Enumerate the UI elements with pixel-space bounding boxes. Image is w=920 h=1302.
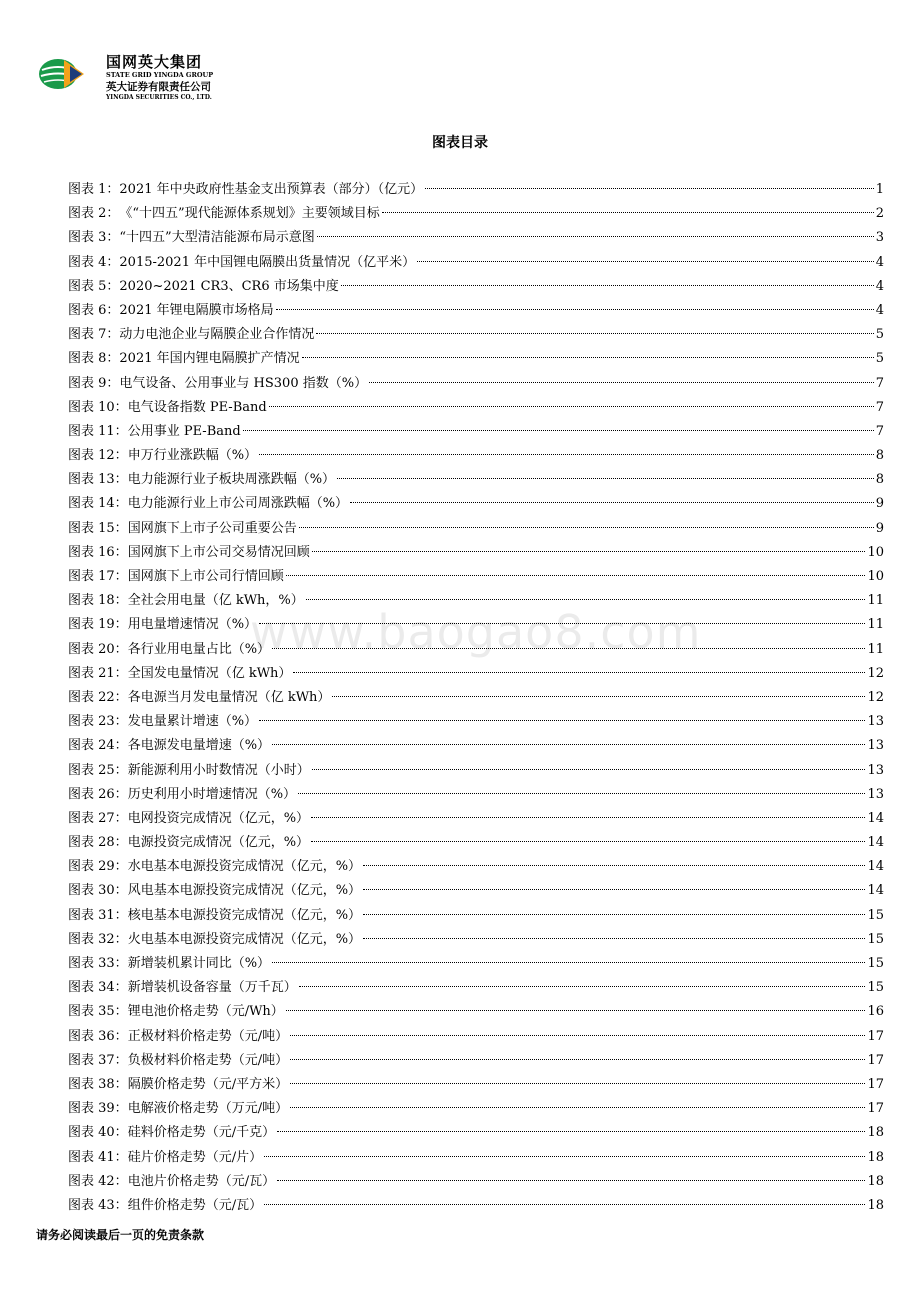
toc-entry-page: 13 (867, 738, 884, 754)
toc-entry-page: 15 (867, 980, 884, 996)
toc-entry-page: 7 (875, 375, 884, 391)
toc-entry-title: 隔膜价格走势（元/平方米） (127, 1076, 289, 1092)
toc-entry-page: 3 (875, 230, 884, 246)
toc-entry-page: 8 (875, 448, 884, 464)
toc-entry-title: 锂电池价格走势（元/Wh） (127, 1004, 284, 1020)
toc-entry-label: 图表 17： (68, 569, 128, 584)
toc-leader-dots (369, 381, 874, 383)
toc-leader-dots (302, 356, 874, 358)
toc-entry-page: 1 (875, 182, 884, 197)
toc-entry-title: 2021 年国内锂电隔膜扩产情况 (119, 351, 300, 367)
toc-entry-title: 2021 年锂电隔膜市场格局 (119, 302, 274, 318)
toc-entry-page: 10 (867, 544, 884, 560)
toc-entry-title: 2015-2021 年中国锂电隔膜出货量情况（亿平米） (119, 254, 416, 270)
toc-entry-title: 2020~2021 CR3、CR6 市场集中度 (119, 278, 339, 294)
toc-entry[interactable] (68, 444, 884, 468)
page-title: 图表目录 (432, 135, 488, 151)
toc-entry-title: 核电基本电源投资完成情况（亿元，%） (127, 907, 362, 923)
toc-leader-dots (350, 501, 874, 503)
toc-entry-label: 图表 35： (68, 1004, 128, 1020)
toc-entry[interactable] (68, 1121, 884, 1145)
toc-entry-label: 图表 23： (68, 714, 128, 730)
toc-entry-page: 15 (867, 956, 884, 971)
watermark: www.baogao8.com (250, 605, 702, 659)
toc-entry-label: 图表 42： (68, 1173, 128, 1189)
toc-entry[interactable] (68, 879, 884, 903)
toc-entry[interactable] (68, 226, 884, 250)
toc-entry[interactable] (68, 468, 884, 492)
toc-leader-dots (382, 211, 874, 213)
toc-leader-dots (293, 671, 865, 673)
toc-entry-label: 图表 39： (68, 1101, 128, 1117)
toc-entry-title: 申万行业涨跌幅（%） (127, 448, 258, 464)
toc-entry-page: 18 (867, 1197, 884, 1213)
toc-entry-page: 11 (867, 593, 884, 609)
toc-entry[interactable] (68, 1170, 884, 1194)
toc-entry[interactable] (68, 1097, 884, 1121)
toc-entry[interactable] (68, 517, 884, 541)
toc-entry-page: 11 (867, 617, 884, 633)
toc-leader-dots (290, 1106, 865, 1108)
toc-entry-title: 负极材料价格走势（元/吨） (127, 1052, 289, 1068)
toc-entry-page: 8 (875, 472, 884, 488)
toc-leader-dots (311, 816, 865, 818)
toc-entry-label: 图表 25： (68, 762, 128, 778)
toc-entry-label: 图表 13： (68, 472, 128, 488)
toc-leader-dots (317, 235, 874, 237)
toc-entry-label: 图表 22： (68, 689, 128, 705)
toc-entry-label: 图表 19： (68, 617, 128, 633)
toc-entry-title: 国网旗下上市公司行情回顾 (127, 569, 284, 584)
toc-entry-label: 图表 9： (68, 375, 120, 391)
toc-entry-page: 12 (867, 689, 884, 705)
toc-entry-label: 图表 43： (68, 1197, 128, 1213)
toc-leader-dots (272, 743, 865, 745)
toc-leader-dots (290, 1058, 865, 1060)
toc-entry-title: 新增装机设备容量（万千瓦） (127, 980, 297, 996)
toc-leader-dots (286, 574, 866, 576)
toc-entry-title: 火电基本电源投资完成情况（亿元，%） (127, 931, 362, 947)
toc-entry-title: 各电源发电量增速（%） (127, 738, 271, 754)
toc-entry-page: 14 (867, 883, 884, 899)
toc-entry-page: 18 (867, 1149, 884, 1165)
toc-entry[interactable] (68, 541, 884, 565)
toc-entry[interactable] (68, 855, 884, 879)
toc-entry-label: 图表 2： (68, 206, 120, 222)
toc-entry-title: 电气设备、公用事业与 HS300 指数（%） (119, 375, 368, 391)
toc-entry-title: 历史利用小时增速情况（%） (127, 786, 297, 802)
toc-entry-page: 18 (867, 1173, 884, 1189)
toc-leader-dots (316, 332, 873, 334)
toc-entry[interactable] (68, 299, 884, 323)
toc-leader-dots (306, 598, 866, 600)
toc-entry-page: 14 (867, 859, 884, 875)
toc-entry-page: 18 (867, 1125, 884, 1141)
toc-entry-label: 图表 26： (68, 786, 128, 802)
toc-entry-label: 图表 11： (68, 423, 128, 439)
toc-entry-page: 17 (867, 1052, 884, 1068)
toc-leader-dots (299, 985, 866, 987)
toc-entry-title: 各电源当月发电量情况（亿 kWh） (127, 689, 331, 705)
toc-entry-page: 14 (867, 835, 884, 851)
toc-entry-title: 《“十四五”现代能源体系规划》主要领域目标 (119, 206, 380, 222)
toc-entry-label: 图表 30： (68, 883, 128, 899)
company-header (38, 50, 298, 110)
toc-entry-label: 图表 31： (68, 907, 128, 923)
toc-entry-page: 13 (867, 714, 884, 730)
group-name-cn: 国网英大集团 (106, 53, 203, 71)
toc-entry[interactable] (68, 178, 884, 202)
toc-entry-title: 全国发电量情况（亿 kWh） (127, 665, 292, 681)
toc-entry-page: 9 (875, 496, 884, 512)
toc-entry-title: 电力能源行业子板块周涨跌幅（%） (127, 472, 336, 488)
toc-entry[interactable] (68, 734, 884, 758)
toc-entry-title: 电池片价格走势（元/瓦） (127, 1173, 276, 1189)
toc-entry-title: 电网投资完成情况（亿元，%） (127, 810, 310, 826)
toc-leader-dots (312, 768, 866, 770)
toc-entry-title: 国网旗下上市公司交易情况回顾 (127, 544, 310, 560)
toc-entry-label: 图表 36： (68, 1028, 128, 1044)
toc-leader-dots (363, 913, 865, 915)
toc-entry-title: 风电基本电源投资完成情况（亿元，%） (127, 883, 362, 899)
toc-entry-label: 图表 16： (68, 544, 128, 560)
toc-leader-dots (425, 187, 874, 189)
toc-entry-title: 发电量累计增速（%） (127, 714, 258, 730)
toc-entry[interactable] (68, 275, 884, 299)
toc-leader-dots (277, 1179, 865, 1181)
toc-entry-title: 新能源利用小时数情况（小时） (127, 762, 310, 778)
toc-entry[interactable] (68, 1194, 884, 1218)
toc-leader-dots (363, 888, 865, 890)
toc-entry-label: 图表 4： (68, 254, 120, 270)
toc-entry[interactable] (68, 323, 884, 347)
toc-entry[interactable] (68, 710, 884, 734)
toc-entry[interactable] (68, 1000, 884, 1024)
company-name-cn: 英大证券有限责任公司 (106, 81, 211, 93)
toc-entry-title: “十四五”大型清洁能源布局示意图 (119, 230, 315, 246)
toc-entry[interactable] (68, 492, 884, 516)
toc-entry-page: 17 (867, 1028, 884, 1044)
toc-leader-dots (264, 1155, 865, 1157)
toc-leader-dots (311, 840, 865, 842)
toc-entry[interactable] (68, 976, 884, 1000)
toc-entry-label: 图表 34： (68, 980, 128, 996)
toc-entry[interactable] (68, 202, 884, 226)
toc-entry-title: 全社会用电量（亿 kWh，%） (127, 593, 304, 609)
toc-entry-label: 图表 27： (68, 810, 128, 826)
toc-entry-page: 17 (867, 1076, 884, 1092)
toc-entry[interactable] (68, 952, 884, 976)
toc-entry-label: 图表 41： (68, 1149, 128, 1165)
toc-entry-title: 硅料价格走势（元/千克） (127, 1125, 276, 1141)
toc-leader-dots (417, 260, 874, 262)
toc-entry-page: 14 (867, 810, 884, 826)
toc-entry-page: 10 (867, 569, 884, 584)
toc-entry-page: 12 (867, 665, 884, 681)
toc-entry-page: 4 (875, 278, 884, 294)
toc-leader-dots (277, 1130, 865, 1132)
toc-leader-dots (272, 961, 865, 963)
toc-leader-dots (363, 937, 865, 939)
toc-entry-label: 图表 28： (68, 835, 128, 851)
toc-leader-dots (341, 284, 874, 286)
toc-entry-page: 2 (875, 206, 884, 222)
toc-entry[interactable] (68, 686, 884, 710)
toc-leader-dots (259, 453, 874, 455)
toc-entry[interactable] (68, 904, 884, 928)
toc-entry-title: 各行业用电量占比（%） (127, 641, 271, 657)
toc-entry-label: 图表 15： (68, 520, 128, 536)
toc-entry-label: 图表 29： (68, 859, 128, 875)
toc-entry[interactable] (68, 928, 884, 952)
toc-entry[interactable] (68, 759, 884, 783)
toc-entry-page: 13 (867, 762, 884, 778)
toc-entry-page: 15 (867, 907, 884, 923)
toc-entry[interactable] (68, 662, 884, 686)
toc-entry[interactable] (68, 420, 884, 444)
toc-entry-page: 4 (875, 302, 884, 318)
toc-entry-label: 图表 37： (68, 1052, 128, 1068)
toc-entry[interactable] (68, 831, 884, 855)
toc-entry-title: 正极材料价格走势（元/吨） (127, 1028, 289, 1044)
toc-entry-label: 图表 21： (68, 665, 128, 681)
toc-entry-title: 电力能源行业上市公司周涨跌幅（%） (127, 496, 349, 512)
toc-entry-label: 图表 5： (68, 278, 120, 294)
toc-entry-page: 7 (875, 423, 884, 439)
toc-entry-page: 9 (875, 520, 884, 536)
toc-entry-title: 电解液价格走势（万元/吨） (127, 1101, 289, 1117)
toc-entry-label: 图表 1： (68, 182, 120, 197)
toc-entry-page: 7 (875, 399, 884, 415)
toc-entry[interactable] (68, 372, 884, 396)
toc-entry[interactable] (68, 251, 884, 275)
toc-entry[interactable] (68, 565, 884, 589)
table-of-figures (68, 178, 884, 1218)
toc-entry-title: 组件价格走势（元/瓦） (127, 1197, 263, 1213)
toc-entry-title: 新增装机累计同比（%） (127, 956, 271, 971)
toc-entry-title: 用电量增速情况（%） (127, 617, 258, 633)
toc-entry-page: 13 (867, 786, 884, 802)
toc-entry-title: 动力电池企业与隔膜企业合作情况 (119, 327, 315, 343)
toc-leader-dots (286, 1009, 866, 1011)
toc-entry-page: 15 (867, 931, 884, 947)
company-name-en: YINGDA SECURITIES CO., LTD. (106, 94, 212, 101)
toc-leader-dots (290, 1034, 865, 1036)
toc-entry[interactable] (68, 1146, 884, 1170)
toc-entry[interactable] (68, 396, 884, 420)
toc-entry-title: 国网旗下上市子公司重要公告 (127, 520, 297, 536)
disclaimer-footer: 请务必阅读最后一页的免责条款 (36, 1228, 205, 1242)
toc-leader-dots (269, 405, 874, 407)
toc-leader-dots (259, 719, 865, 721)
toc-entry-label: 图表 20： (68, 641, 128, 657)
toc-entry-title: 电气设备指数 PE-Band (127, 399, 267, 415)
toc-entry-title: 水电基本电源投资完成情况（亿元，%） (127, 859, 362, 875)
toc-entry[interactable] (68, 1025, 884, 1049)
toc-entry-page: 5 (875, 351, 884, 367)
toc-leader-dots (363, 864, 865, 866)
toc-leader-dots (298, 792, 865, 794)
toc-entry-page: 17 (867, 1101, 884, 1117)
toc-leader-dots (312, 550, 866, 552)
toc-leader-dots (332, 695, 865, 697)
toc-entry-label: 图表 12： (68, 448, 128, 464)
toc-leader-dots (276, 308, 874, 310)
company-logo-icon (38, 54, 98, 94)
toc-entry-label: 图表 33： (68, 956, 128, 971)
toc-entry-title: 2021 年中央政府性基金支出预算表（部分）（亿元） (119, 182, 424, 197)
toc-entry[interactable] (68, 1073, 884, 1097)
toc-leader-dots (264, 1203, 865, 1205)
toc-entry-label: 图表 14： (68, 496, 128, 512)
toc-entry-title: 电源投资完成情况（亿元，%） (127, 835, 310, 851)
toc-entry-page: 5 (875, 327, 884, 343)
toc-entry[interactable] (68, 807, 884, 831)
toc-entry[interactable] (68, 347, 884, 371)
toc-entry-label: 图表 10： (68, 399, 128, 415)
toc-entry-label: 图表 38： (68, 1076, 128, 1092)
toc-entry-label: 图表 3： (68, 230, 120, 246)
toc-entry-title: 公用事业 PE-Band (127, 423, 241, 439)
toc-leader-dots (243, 429, 874, 431)
toc-entry-label: 图表 24： (68, 738, 128, 754)
toc-entry-label: 图表 6： (68, 302, 120, 318)
toc-entry-title: 硅片价格走势（元/片） (127, 1149, 263, 1165)
toc-entry-label: 图表 18： (68, 593, 128, 609)
toc-entry-page: 16 (867, 1004, 884, 1020)
toc-entry[interactable] (68, 1049, 884, 1073)
toc-entry-page: 11 (867, 641, 884, 657)
toc-entry-label: 图表 40： (68, 1125, 128, 1141)
toc-leader-dots (299, 526, 874, 528)
toc-entry[interactable] (68, 783, 884, 807)
group-name-en: STATE GRID YINGDA GROUP (106, 71, 214, 79)
toc-entry-page: 4 (875, 254, 884, 270)
toc-entry-label: 图表 8： (68, 351, 120, 367)
toc-entry-label: 图表 32： (68, 931, 128, 947)
toc-entry-label: 图表 7： (68, 327, 120, 343)
toc-leader-dots (290, 1082, 865, 1084)
toc-leader-dots (337, 477, 874, 479)
